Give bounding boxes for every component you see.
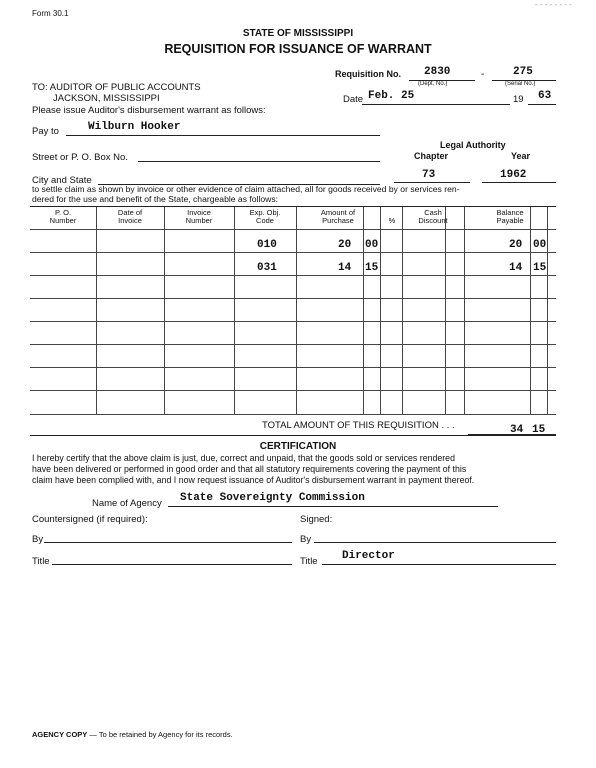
certification-line3: claim have been complied with, and I now request issuance of Auditor's disbursement warrant in payment thereof. — [32, 475, 475, 485]
form-number: Form 30.1 — [32, 9, 69, 18]
agency-line — [168, 506, 498, 507]
legal-year-line — [482, 182, 556, 183]
row2-amount-cents: 15 — [365, 262, 379, 274]
countersigned-label: Countersigned (if required): — [32, 514, 148, 525]
street-label: Street or P. O. Box No. — [32, 152, 128, 163]
column-divider — [402, 207, 403, 415]
row-divider — [30, 414, 556, 415]
total-value: 34 — [510, 424, 524, 436]
date-label: Date — [343, 94, 364, 105]
column-divider — [234, 207, 235, 415]
dept-no-value: 2830 — [424, 66, 451, 78]
agency-copy-note: — To be retained by Agency for its records. — [89, 730, 233, 739]
dept-no-caption: (Dept. No.) — [418, 81, 448, 87]
row-divider — [30, 321, 556, 322]
form-title: REQUISITION FOR ISSUANCE OF WARRANT — [164, 42, 432, 56]
header-po-number: P. O. Number — [49, 208, 77, 225]
settle-text-line1: to settle claim as shown by invoice or other evidence of claim attached, all for goods received by or services ren- — [32, 184, 460, 194]
city-label: City and State — [32, 175, 92, 186]
title-label-right: Title — [300, 556, 318, 567]
row-divider — [30, 390, 556, 391]
header-balance-payable: Balance Payable — [496, 208, 524, 225]
settle-text-line2: dered for the use and benefit of the State, chargeable as follows: — [32, 194, 279, 204]
row2-amount: 14 — [338, 262, 352, 274]
row-divider — [30, 229, 556, 230]
row-divider — [30, 275, 556, 276]
header-date-of-invoice: Date of Invoice — [117, 208, 143, 225]
footer — [32, 730, 233, 739]
pay-to-label: Pay to — [32, 126, 59, 137]
row2-balance: 14 — [509, 262, 523, 274]
total-cents: 15 — [532, 424, 546, 436]
agency-value: State Sovereignty Commission — [180, 492, 365, 504]
chapter-line — [394, 182, 470, 183]
header-invoice-number: Invoice Number — [185, 208, 213, 225]
addressee-line2: JACKSON, MISSISSIPPI — [53, 93, 160, 104]
row1-amount-cents: 00 — [365, 239, 379, 251]
column-divider — [96, 207, 97, 415]
by-line-left — [44, 542, 292, 543]
instruction-text: Please issue Auditor's disbursement warrant as follows: — [32, 105, 266, 116]
year-value: 63 — [538, 90, 552, 102]
agency-copy-label: AGENCY COPY — [32, 730, 88, 739]
row-divider — [30, 344, 556, 345]
column-divider — [363, 207, 364, 415]
state-heading: STATE OF MISSISSIPPI — [242, 28, 354, 39]
certification-title: CERTIFICATION — [259, 441, 337, 452]
row1-balance-cents: 00 — [533, 239, 547, 251]
header-cash-discount: Cash Discount — [418, 208, 448, 225]
serial-no-value: 275 — [513, 66, 533, 78]
header-exp-obj-code: Exp. Obj. Code — [249, 208, 281, 225]
row2-code: 031 — [257, 262, 277, 274]
row1-amount: 20 — [338, 239, 352, 251]
by-label-left: By — [32, 534, 44, 545]
row1-code: 010 — [257, 239, 277, 251]
column-divider — [296, 207, 297, 415]
date-line — [362, 104, 510, 105]
column-divider — [445, 207, 446, 415]
title-label-left: Title — [32, 556, 50, 567]
by-line-right — [314, 542, 556, 543]
date-value: Feb. 25 — [368, 90, 415, 102]
chapter-value: 73 — [422, 169, 436, 181]
row2-balance-cents: 15 — [533, 262, 547, 274]
signed-label: Signed: — [300, 514, 333, 525]
requisition-label: Requisition No. — [335, 69, 401, 79]
column-divider — [530, 207, 531, 415]
year-prefix: 19 — [513, 94, 524, 105]
legal-year-value: 1962 — [500, 169, 527, 181]
certification-line2: have been delivered or performed in good order and that all statutory requirements covering the payment of this — [32, 464, 467, 474]
column-divider — [547, 207, 548, 415]
column-divider — [464, 207, 465, 415]
pay-to-line — [66, 135, 380, 136]
column-divider — [164, 207, 165, 415]
agency-label: Name of Agency — [92, 498, 162, 509]
legal-authority-title: Legal Authority — [440, 140, 506, 150]
addressee-line1: TO: AUDITOR OF PUBLIC ACCOUNTS — [32, 82, 201, 93]
pay-to-value: Wilburn Hooker — [88, 121, 181, 133]
street-line — [138, 161, 380, 162]
row1-balance: 20 — [509, 239, 523, 251]
legal-year-label: Year — [511, 151, 531, 161]
certification-line1: I hereby certify that the above claim is just, due, correct and unpaid, that the goods sold or services rendered — [32, 453, 455, 463]
by-label-right: By — [300, 534, 312, 545]
title-line-right — [322, 564, 556, 565]
header-percent: % — [388, 216, 396, 225]
header-amount-of-purchase: Amount of Purchase — [320, 208, 356, 225]
title-value-right: Director — [342, 550, 395, 562]
title-line-left — [52, 564, 292, 565]
column-divider — [380, 207, 381, 415]
requisition-dash: - — [481, 69, 485, 80]
total-label: TOTAL AMOUNT OF THIS REQUISITION . . . — [262, 420, 455, 431]
row-divider — [30, 298, 556, 299]
distribution-table — [30, 206, 556, 415]
corner-mark: - - - - - - - - — [535, 0, 572, 9]
total-divider — [30, 435, 556, 436]
row-divider — [30, 367, 556, 368]
year-line — [528, 104, 556, 105]
chapter-label: Chapter — [414, 151, 449, 161]
serial-no-caption: (Serial No.) — [505, 81, 536, 87]
row-divider — [30, 252, 556, 253]
